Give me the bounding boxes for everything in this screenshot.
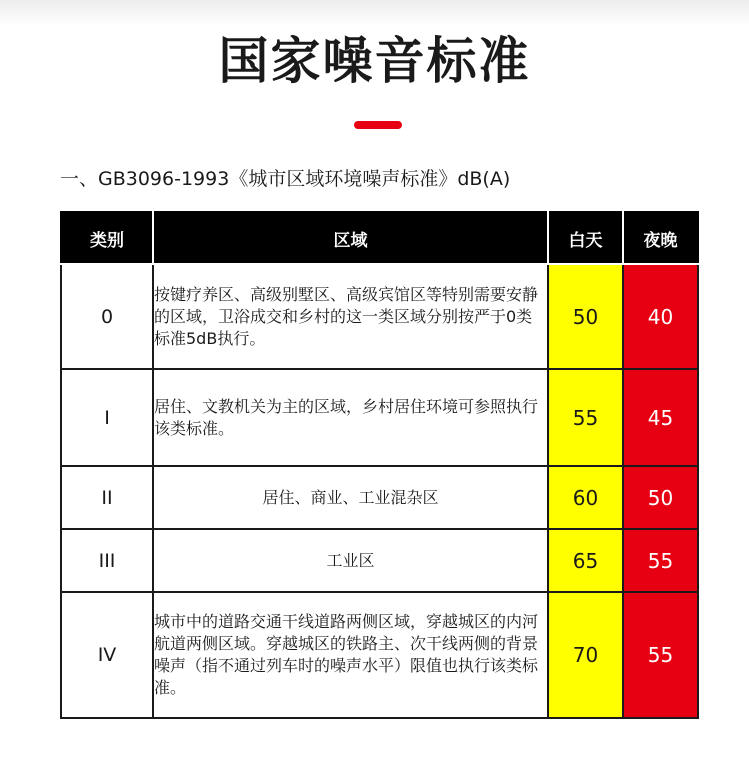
category-cell: 0 <box>61 264 153 369</box>
table-header-row <box>61 212 698 264</box>
header-day: 白天 <box>548 212 623 264</box>
page-title: 国家噪音标准 <box>218 32 531 90</box>
category-cell: I <box>61 369 153 466</box>
night-limit-cell: 50 <box>623 466 698 529</box>
day-limit-cell: 65 <box>548 529 623 592</box>
table-row <box>61 592 698 718</box>
section-subtitle: 一、GB3096-1993《城市区域环境噪声标准》dB(A) <box>60 168 511 190</box>
table-row <box>61 264 698 369</box>
title-accent-bar <box>354 121 402 129</box>
night-limit-cell: 40 <box>623 264 698 369</box>
header-category: 类别 <box>61 212 153 264</box>
top-shadow <box>0 0 749 26</box>
table-row <box>61 529 698 592</box>
night-limit-cell: 55 <box>623 529 698 592</box>
header-area: 区域 <box>153 212 548 264</box>
category-cell: II <box>61 466 153 529</box>
night-limit-cell: 45 <box>623 369 698 466</box>
noise-standard-table <box>60 211 699 719</box>
table-row <box>61 466 698 529</box>
day-limit-cell: 50 <box>548 264 623 369</box>
category-cell: III <box>61 529 153 592</box>
day-limit-cell: 70 <box>548 592 623 718</box>
area-cell: 居住、文教机关为主的区域，乡村居住环境可参照执行该类标准。 <box>153 369 548 466</box>
day-limit-cell: 60 <box>548 466 623 529</box>
area-cell: 按键疗养区、高级别墅区、高级宾馆区等特别需要安静的区域，卫浴成交和乡村的这一类区域分别按严于0类标准5dB执行。 <box>153 264 548 369</box>
day-limit-cell: 55 <box>548 369 623 466</box>
header-night: 夜晚 <box>623 212 698 264</box>
table-row <box>61 369 698 466</box>
category-cell: IV <box>61 592 153 718</box>
night-limit-cell: 55 <box>623 592 698 718</box>
area-cell: 工业区 <box>153 529 548 592</box>
area-cell: 居住、商业、工业混杂区 <box>153 466 548 529</box>
area-cell: 城市中的道路交通干线道路两侧区域，穿越城区的内河航道两侧区域。穿越城区的铁路主、次干线两侧的背景噪声（指不通过列车时的噪声水平）限值也执行该类标准。 <box>153 592 548 718</box>
